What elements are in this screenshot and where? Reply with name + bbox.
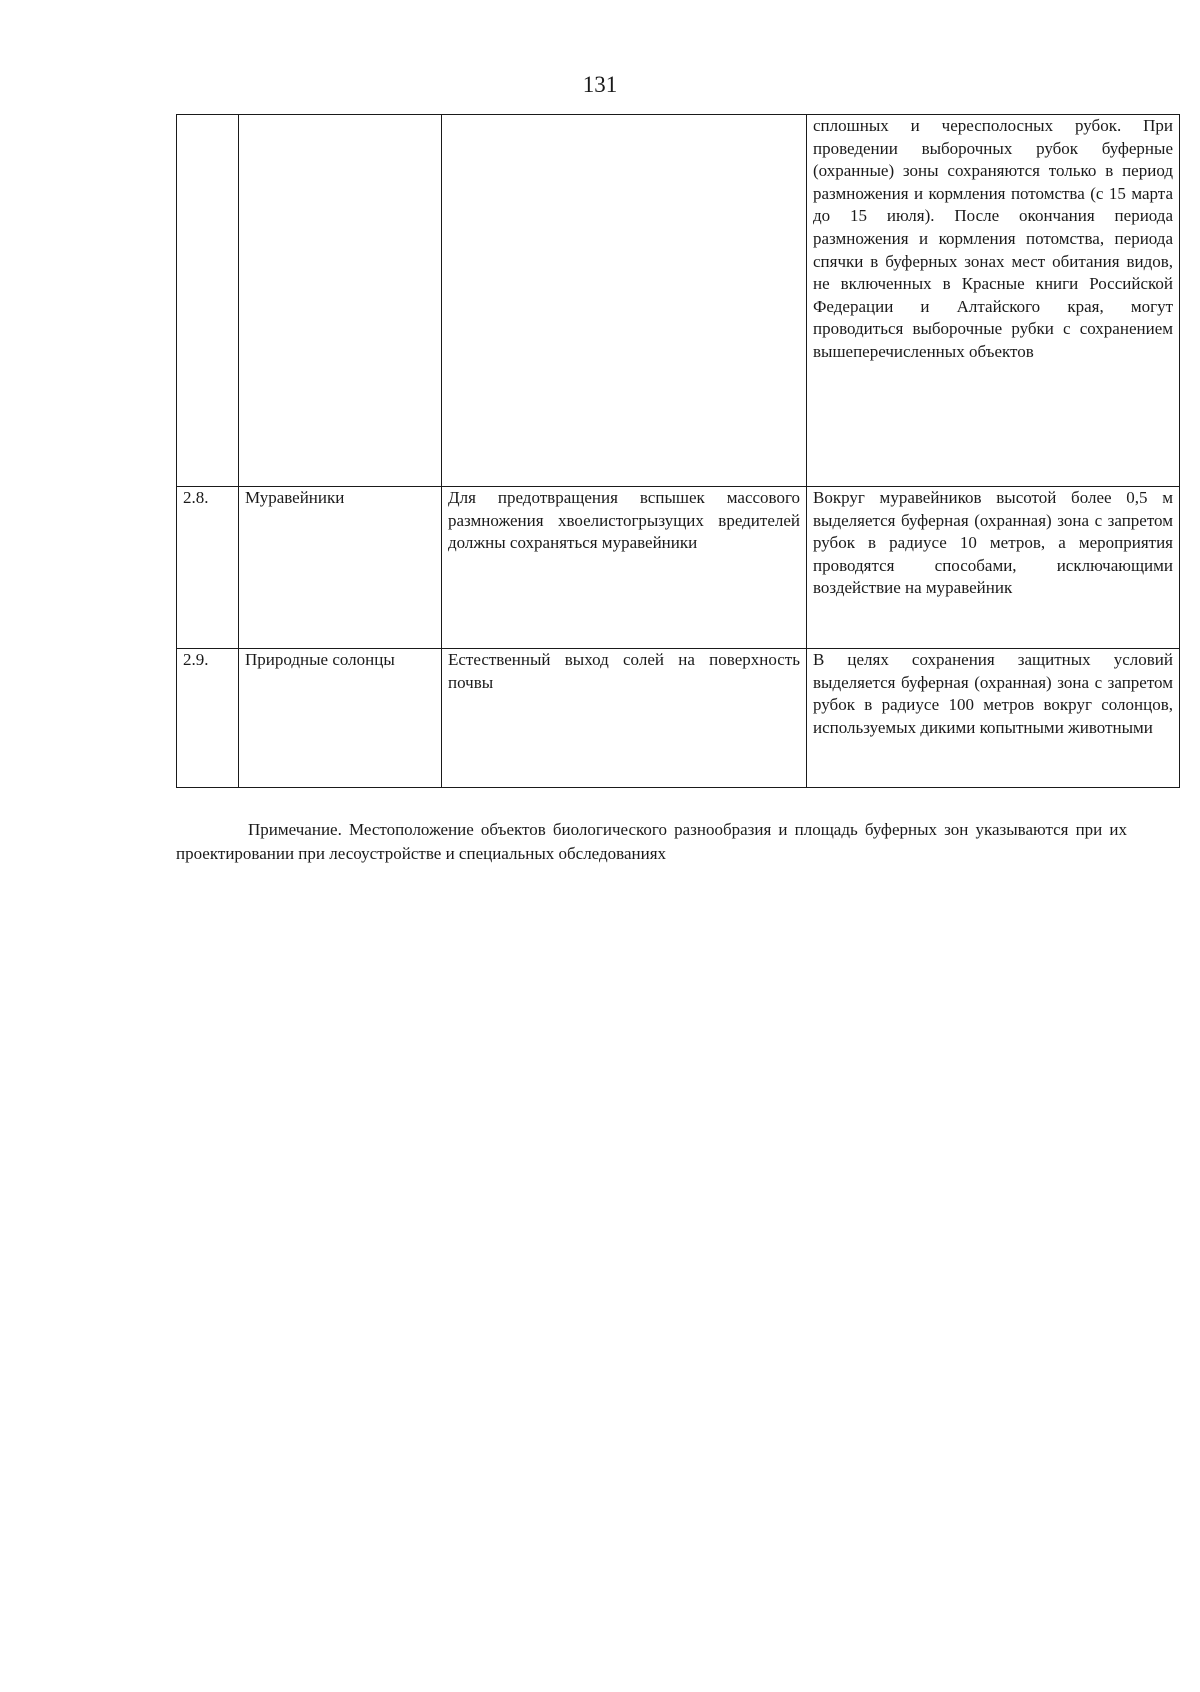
object-name-cell bbox=[239, 115, 442, 487]
table-row bbox=[177, 649, 1180, 788]
note-paragraph: Примечание. Местоположение объектов биологического разнообразия и площадь буферных зон указываются при их проектировании при лесоустройстве и специальных обследованиях bbox=[176, 820, 1127, 863]
object-name-cell: Природные солонцы bbox=[239, 649, 442, 788]
object-name-cell: Муравейники bbox=[239, 487, 442, 649]
row-number-cell bbox=[177, 115, 239, 487]
row-number-cell: 2.9. bbox=[177, 649, 239, 788]
objects-table bbox=[176, 114, 1180, 788]
requirement-cell: В целях сохранения защитных условий выделяется буферная (охранная) зона с запретом рубок в радиусе 100 метров вокруг солонцов, используемых дикими копытными животными bbox=[807, 649, 1180, 788]
row-number-cell: 2.8. bbox=[177, 487, 239, 649]
page-number: 131 bbox=[582, 72, 618, 97]
object-description-cell: Естественный выход солей на поверхность почвы bbox=[442, 649, 807, 788]
requirement-cell: Вокруг муравейников высотой более 0,5 м выделяется буферная (охранная) зона с запретом рубок в радиусе 10 метров, а мероприятия проводятся способами, исключающими воздействие на муравейник bbox=[807, 487, 1180, 649]
requirement-cell: сплошных и чересполосных рубок. При проведении выборочных рубок буферные (охранные) зоны сохраняются только в период размножения и кормления потомства (с 15 марта до 15 июля). После окончания периода размножения и кормления потомства, периода спячки в буферных зонах мест обитания видов, не включенных в Красные книги Российской Федерации и Алтайского края, могут проводиться выборочные рубки с сохранением вышеперечисленных объектов bbox=[807, 115, 1180, 487]
object-description-cell bbox=[442, 115, 807, 487]
table-row bbox=[177, 487, 1180, 649]
table-row bbox=[177, 115, 1180, 487]
object-description-cell: Для предотвращения вспышек массового размножения хвоелистогрызущих вредителей должны сохраняться муравейники bbox=[442, 487, 807, 649]
